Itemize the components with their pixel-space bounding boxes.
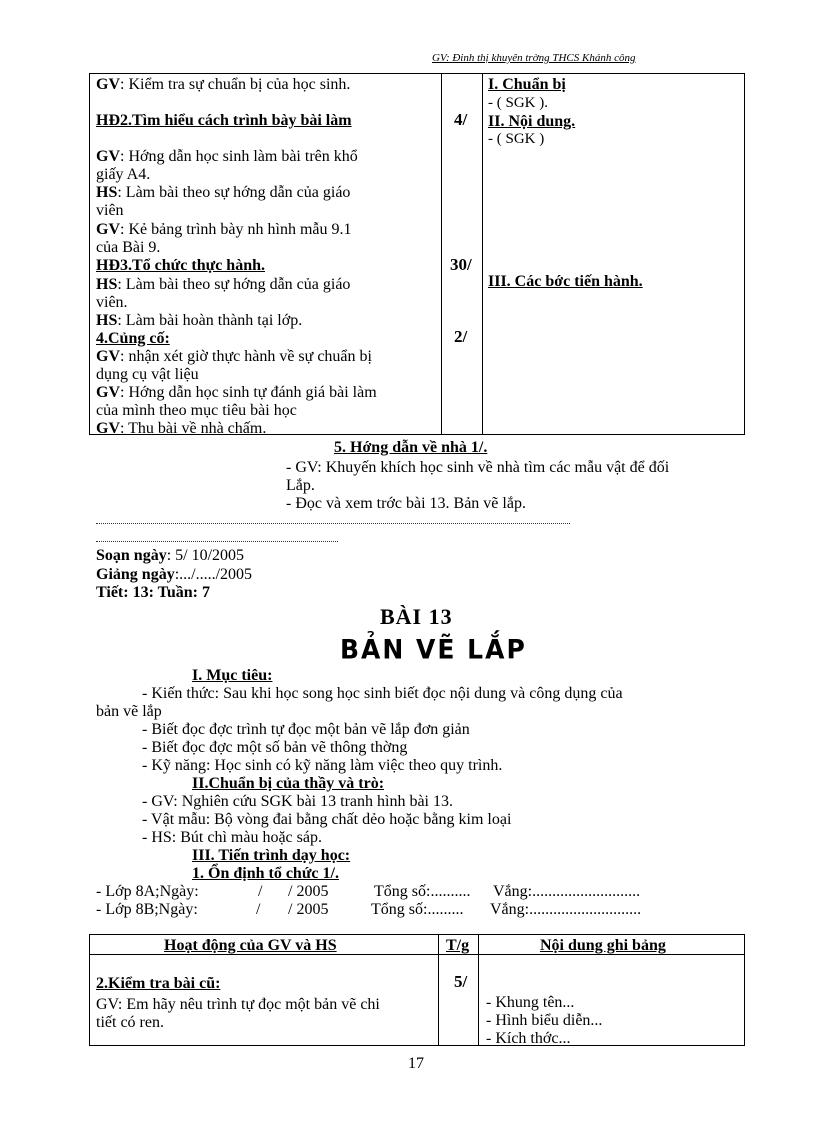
page-header: GV: Đinh thị khuyên trờng THCS Khánh công bbox=[432, 52, 636, 64]
table-row: HS: Làm bài hoàn thành tại lớp. bbox=[96, 312, 303, 329]
content-text: - ( SGK ). bbox=[488, 95, 548, 111]
table-row: GV: Hớng dẫn học sinh tự đánh giá bài làm bbox=[96, 384, 377, 401]
time-value: 4/ bbox=[454, 110, 468, 129]
prep-item: - GV: Nghiên cứu SGK bài 13 tranh hình bài 13. bbox=[142, 793, 453, 810]
table-row-cont: của Bài 9. bbox=[96, 239, 161, 256]
class-b-date: / 2005 bbox=[288, 901, 329, 918]
content-text: - Kích thớc... bbox=[486, 1030, 571, 1047]
objective-item: - Kỹ năng: Học sinh có kỹ năng làm việc theo quy trình. bbox=[142, 757, 503, 774]
section-heading: 4.Củng cố: bbox=[96, 330, 170, 347]
section-heading: II. Nội dung. bbox=[488, 113, 576, 130]
table-row: GV: Kiểm tra sự chuẩn bị của học sinh. bbox=[96, 76, 351, 93]
time-value: 5/ bbox=[454, 972, 468, 991]
class-a-date: / 2005 bbox=[288, 883, 329, 900]
prep-item: - HS: Bút chì màu hoặc sáp. bbox=[142, 829, 322, 846]
section-heading: 2.Kiểm tra bài cũ: bbox=[96, 975, 221, 992]
section-heading: III. Các bớc tiến hành. bbox=[488, 273, 643, 290]
class-a-lop: - Lớp 8A;Ngày: bbox=[96, 883, 199, 900]
content-text: - Hình biểu diễn... bbox=[486, 1012, 603, 1029]
row-divider bbox=[90, 954, 744, 955]
objective-item: - Kiến thức: Sau khi học song học sinh biết đọc nội dung và công dụng của bbox=[142, 685, 623, 702]
table-cell-text: tiết có ren. bbox=[96, 1014, 164, 1031]
section-heading: I. Chuẩn bị bbox=[488, 76, 566, 93]
section-heading: HĐ3.Tổ chức thực hành. bbox=[96, 257, 265, 274]
table-row: GV: Kẻ bảng trình bày nh hình mẫu 9.1 bbox=[96, 221, 352, 238]
class-b-tong: Tổng số:......... bbox=[371, 901, 464, 918]
giang-ngay: Giảng ngày:.../...../2005 bbox=[96, 566, 253, 583]
objective-item-cont: bản vẽ lắp bbox=[96, 703, 162, 720]
column-divider bbox=[441, 74, 442, 434]
content-text: - Khung tên... bbox=[486, 994, 575, 1011]
tiet-tuan: Tiết: 13: Tuần: 7 bbox=[96, 584, 210, 601]
class-b-slash: / bbox=[256, 901, 261, 918]
column-divider bbox=[478, 935, 479, 1045]
column-divider bbox=[482, 74, 483, 434]
table-row: GV: nhận xét giờ thực hành về sự chuẩn bị bbox=[96, 348, 372, 365]
content-text: - ( SGK ) bbox=[488, 131, 545, 147]
time-value: 2/ bbox=[454, 327, 468, 346]
dotted-separator bbox=[96, 523, 570, 524]
homework-line: - GV: Khuyến khích học sinh về nhà tìm các mẫu vật để đối bbox=[286, 459, 670, 476]
objective-item: - Biết đọc đợc một số bản vẽ thông thờng bbox=[142, 739, 408, 756]
sub-heading: 1. Ổn định tổ chức 1/. bbox=[192, 865, 339, 882]
lesson-subtitle: BẢN VẼ LẮP bbox=[340, 633, 527, 666]
section-heading: III. Tiến trình dạy học: bbox=[192, 847, 351, 864]
table-row: GV: Thu bài về nhà chấm. bbox=[96, 420, 267, 437]
table-row: HS: Làm bài theo sự hớng dẫn của giáo bbox=[96, 276, 351, 293]
table-row-cont: viên. bbox=[96, 294, 128, 311]
table-row-cont: giấy A4. bbox=[96, 166, 151, 183]
dotted-separator bbox=[96, 541, 338, 542]
table-row-cont: viên bbox=[96, 202, 124, 219]
class-a-vang: Vắng:........................... bbox=[493, 883, 641, 900]
column-divider bbox=[438, 935, 439, 1045]
column-header: T/g bbox=[446, 937, 470, 954]
lesson-title: BÀI 13 bbox=[380, 604, 453, 629]
page-number: 17 bbox=[408, 1055, 424, 1072]
homework-title: 5. Hớng dẫn về nhà 1/. bbox=[334, 439, 488, 456]
section-heading: I. Mục tiêu: bbox=[192, 667, 273, 684]
table-row: HS: Làm bài theo sự hớng dẫn của giáo bbox=[96, 184, 351, 201]
column-header: Nội dung ghi bảng bbox=[540, 937, 666, 954]
section-heading: HĐ2.Tìm hiểu cách trình bày bài làm bbox=[96, 112, 352, 129]
prep-item: - Vật mẫu: Bộ vòng đai bằng chất dẻo hoặc bằng kim loại bbox=[142, 811, 512, 828]
table-row-cont: dụng cụ vật liệu bbox=[96, 366, 199, 383]
objective-item: - Biết đọc đợc trình tự đọc một bản vẽ lắp đơn giản bbox=[142, 721, 470, 738]
column-header: Hoạt động của GV và HS bbox=[164, 937, 337, 954]
class-a-tong: Tổng số:.......... bbox=[374, 883, 471, 900]
table-row-cont: của mình theo mục tiêu bài học bbox=[96, 402, 297, 419]
homework-line: - Đọc và xem trớc bài 13. Bản vẽ lắp. bbox=[286, 495, 526, 512]
section-heading: II.Chuẩn bị của thầy và trò: bbox=[192, 775, 385, 792]
soan-ngay: Soạn ngày: 5/ 10/2005 bbox=[96, 547, 245, 564]
class-b-lop: - Lớp 8B;Ngày: bbox=[96, 901, 198, 918]
class-b-vang: Vắng:............................ bbox=[490, 901, 642, 918]
class-a-slash: / bbox=[258, 883, 263, 900]
time-value: 30/ bbox=[450, 255, 472, 274]
table-row: GV: Hớng dẫn học sinh làm bài trên khổ bbox=[96, 148, 358, 165]
table-cell-text: GV: Em hãy nêu trình tự đọc một bản vẽ chi bbox=[96, 996, 380, 1013]
homework-line: Lắp. bbox=[286, 477, 315, 494]
